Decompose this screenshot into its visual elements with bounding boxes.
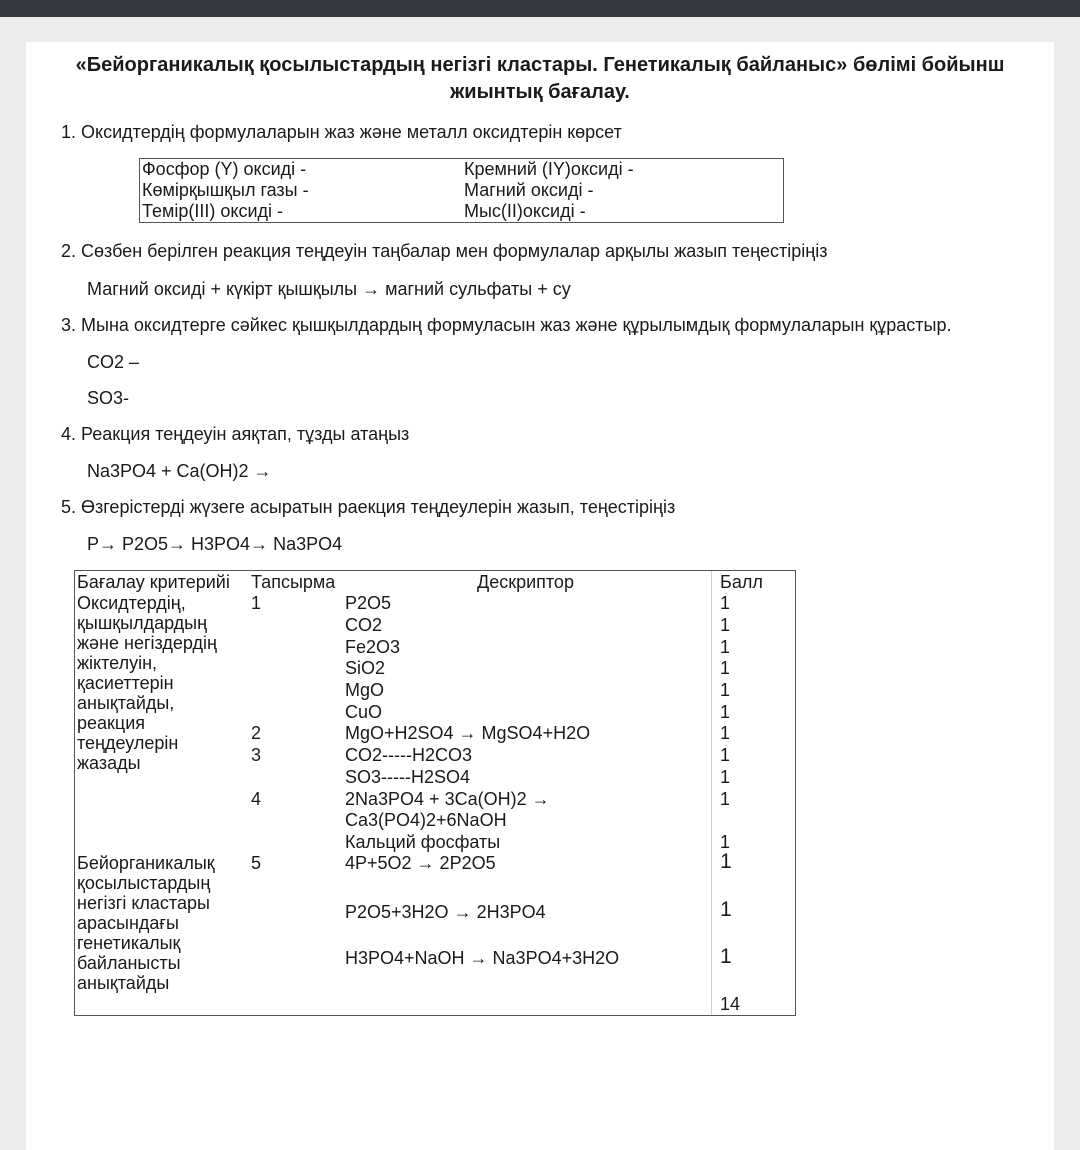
table-cell: Магний оксиді - <box>464 180 594 200</box>
score: 1 <box>720 637 731 657</box>
title-line-1: «Бейорганикалық қосылыстардың негізгі кластары. Генетикалық байланыс» бөлімі бойынш <box>75 54 1005 76</box>
header-descriptor: Дескриптор <box>477 572 574 592</box>
criterion-1 <box>77 593 217 773</box>
question-4: 4. Реакция теңдеуін аяқтап, тұзды атаңыз <box>61 424 410 444</box>
descriptor: CO2 <box>345 615 383 635</box>
score: 1 <box>720 680 731 700</box>
header-task: Тапсырма <box>251 572 336 592</box>
oxide-names-table <box>139 158 784 223</box>
task-number: 1 <box>251 593 262 613</box>
criterion-line: анықтайды, <box>77 693 175 713</box>
question-3-item: SO3- <box>87 388 130 408</box>
table-row <box>140 180 784 201</box>
descriptor: 2Na3PO4 + 3Ca(OH)2 → <box>345 789 550 809</box>
score: 1 <box>720 615 731 635</box>
header-score: Балл <box>720 572 763 592</box>
descriptor: SiO2 <box>345 658 386 678</box>
criterion-line: негізгі кластары <box>77 893 210 913</box>
criterion-2 <box>77 853 215 993</box>
header-criterion: Бағалау критерийі <box>77 572 230 592</box>
table-row <box>140 201 784 223</box>
descriptor: H3PO4+NaOH → Na3PO4+3H2O <box>345 948 620 968</box>
task-number: 4 <box>251 789 262 809</box>
question-3: 3. Мына оксидтерге сәйкес қышқылдардың формуласын жаз және құрылымдық формулаларын құрастыр. <box>61 315 952 335</box>
criterion-line: қышқылдардың <box>77 613 208 633</box>
task-number: 3 <box>251 745 262 765</box>
criterion-line: теңдеулерін <box>77 733 179 753</box>
descriptor: P2O5+3H2O → 2H3PO4 <box>345 902 546 922</box>
table-cell: Көмірқышқыл газы - <box>142 180 309 200</box>
question-2: 2. Сөзбен берілген реакция теңдеуін таңбалар мен формулалар арқылы жазып теңестіріңіз <box>61 241 828 261</box>
rubric-table <box>74 570 796 1016</box>
score: 1 <box>720 832 731 852</box>
descriptor: Кальций фосфаты <box>345 832 501 852</box>
top-bar <box>0 0 1080 17</box>
score: 1 <box>720 702 731 722</box>
score: 1 <box>720 945 732 968</box>
descriptor: CO2-----H2CO3 <box>345 745 473 765</box>
criterion-line: анықтайды <box>77 973 170 993</box>
descriptor: 4P+5O2 → 2P2O5 <box>345 853 496 873</box>
question-4-reaction: Na3PO4 + Ca(OH)2 → <box>87 461 272 481</box>
question-5: 5. Өзгерістерді жүзеге асыратын раекция теңдеулерін жазып, теңестіріңіз <box>61 497 676 517</box>
table-cell: Мыс(II)оксиді - <box>464 201 586 221</box>
criterion-line: байланысты <box>77 953 181 973</box>
document-title <box>26 52 1054 106</box>
criterion-line: қосылыстардың <box>77 873 211 893</box>
table-cell: Темір(III) оксиді - <box>142 201 284 221</box>
score-total: 14 <box>720 994 741 1014</box>
question-5-chain: P→ P2O5→ H3PO4→ Na3PO4 <box>87 534 343 554</box>
criterion-line: реакция <box>77 713 146 733</box>
criterion-line: жазады <box>77 753 141 773</box>
task-number: 5 <box>251 853 262 873</box>
descriptor: Ca3(PO4)2+6NaOH <box>345 810 507 830</box>
score: 1 <box>720 789 731 809</box>
score: 1 <box>720 593 731 613</box>
criterion-line: генетикалық <box>77 933 181 953</box>
table-cell: Фосфор (Y) оксиді - <box>142 159 307 179</box>
descriptor: Fe2O3 <box>345 637 401 657</box>
descriptor: MgO <box>345 680 385 700</box>
score: 1 <box>720 723 731 743</box>
criterion-line: арасындағы <box>77 913 179 933</box>
task-number: 2 <box>251 723 262 743</box>
question-2-reaction: Магний оксиді + күкірт қышқылы → магний сульфаты + су <box>87 279 571 299</box>
score: 1 <box>720 658 731 678</box>
descriptor: P2O5 <box>345 593 392 613</box>
criterion-line: жіктелуін, <box>77 653 158 673</box>
descriptor: CuO <box>345 702 383 722</box>
table-row <box>140 159 784 181</box>
criterion-line: Бейорганикалық <box>77 853 215 873</box>
score: 1 <box>720 767 731 787</box>
document-page <box>26 42 1054 1150</box>
descriptor: SO3-----H2SO4 <box>345 767 471 787</box>
title-line-2: жиынтық бағалау. <box>450 81 630 103</box>
criterion-line: Оксидтердің, <box>77 593 186 613</box>
question-3-item: CO2 – <box>87 352 140 372</box>
criterion-line: және негіздердің <box>77 633 217 653</box>
question-1: 1. Оксидтердің формулаларын жаз және металл оксидтерін көрсет <box>61 122 622 142</box>
criterion-line: қасиеттерін <box>77 673 174 693</box>
score: 1 <box>720 850 732 873</box>
column-divider <box>711 571 712 1015</box>
table-cell: Кремний (IY)оксиді - <box>464 159 634 179</box>
score: 1 <box>720 898 732 921</box>
score: 1 <box>720 745 731 765</box>
descriptor: MgO+H2SO4 → MgSO4+H2O <box>345 723 591 743</box>
